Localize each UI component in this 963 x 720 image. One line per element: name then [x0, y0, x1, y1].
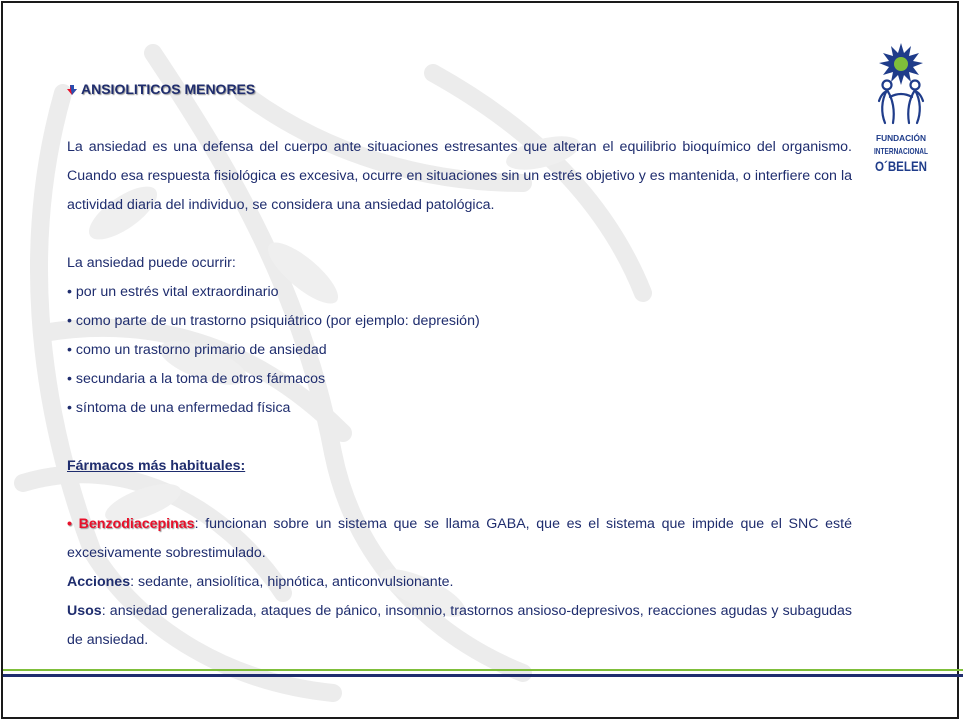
- subheading-text: Fármacos más habituales:: [67, 458, 246, 474]
- logo-line-1: FUNDACIÓN: [876, 134, 926, 143]
- section-heading: [67, 81, 255, 97]
- slide: [1, 1, 959, 719]
- heading-text: ANSIOLITICOS MENORES: [81, 81, 256, 97]
- bullet-arrow-icon: [67, 85, 77, 95]
- intro-paragraph: La ansiedad es una defensa del cuerpo ante situaciones estresantes que alteran el equilibrio bioquímico del organismo. Cuando esa respuesta fisiológica es excesiva, ocurre en situaciones sin un estrés objetivo y es mantenida, o interfiere con la actividad diaria del individuo, se considera una ansiedad patológica.: [67, 139, 852, 213]
- usos-label: Usos: [67, 603, 102, 619]
- benzo-paragraph: [67, 510, 852, 568]
- causes-intro: La ansiedad puede ocurrir:: [67, 255, 236, 271]
- logo-line-2: INTERNACIONAL: [874, 147, 928, 156]
- acciones-text: : sedante, ansiolítica, hipnótica, anticonvulsionante.: [130, 574, 454, 590]
- subheading: [67, 452, 852, 481]
- content-body: [67, 133, 852, 655]
- cause-item: • como un trastorno primario de ansiedad: [67, 342, 327, 358]
- cause-item: • secundaria a la toma de otros fármacos: [67, 371, 326, 387]
- benzo-bullet: •: [67, 516, 79, 532]
- benzo-text: : funcionan sobre un sistema que se llama GABA, que es el sistema que impide que el SNC esté excesivamente sobrestimulado.: [67, 516, 852, 561]
- sun-children-icon: [879, 43, 923, 123]
- cause-item: • como parte de un trastorno psiquiátrico (por ejemplo: depresión): [67, 313, 480, 329]
- acciones-paragraph: [67, 568, 852, 597]
- footer-divider-blue: [3, 674, 963, 677]
- acciones-label: Acciones: [67, 574, 131, 590]
- usos-paragraph: [67, 597, 852, 655]
- logo-line-3: O´BELEN: [875, 158, 927, 174]
- footer-divider-green: [3, 669, 963, 671]
- cause-item: • por un estrés vital extraordinario: [67, 284, 279, 300]
- cause-item: • síntoma de una enfermedad física: [67, 400, 291, 416]
- foundation-logo: [871, 41, 931, 181]
- benzo-term: Benzodiacepinas: [78, 516, 195, 532]
- usos-text: : ansiedad generalizada, ataques de pánico, insomnio, trastornos ansioso-depresivos, reacciones agudas y subagudas de ansiedad.: [67, 603, 852, 648]
